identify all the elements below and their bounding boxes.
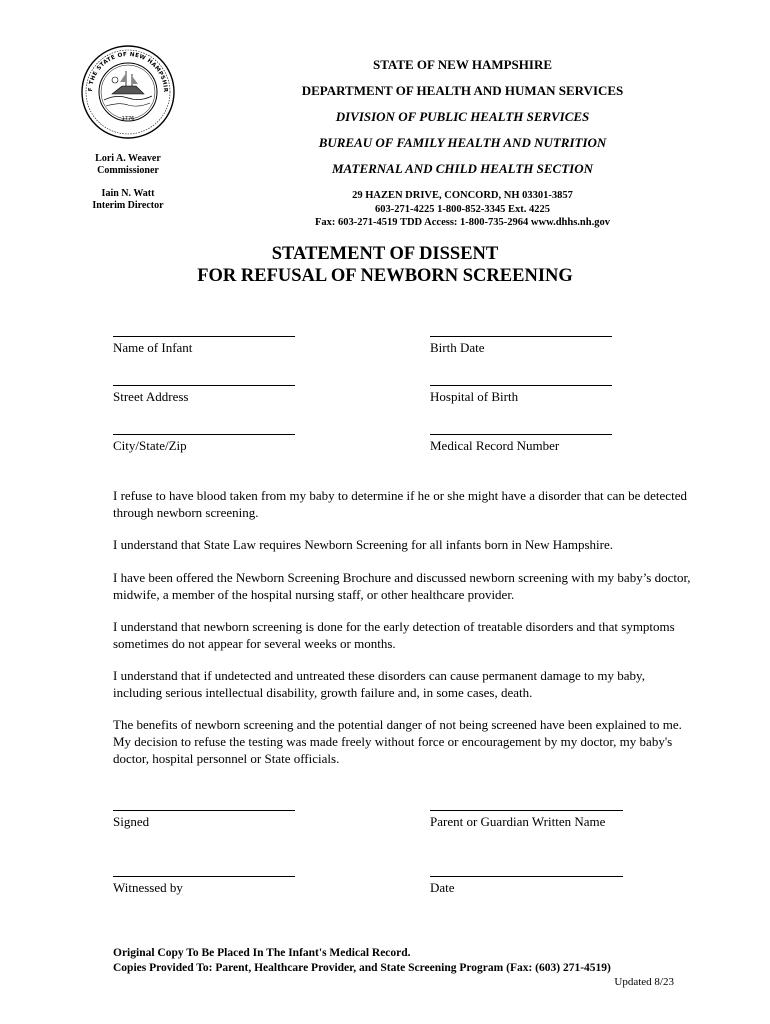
form-title (140, 243, 630, 287)
paragraph-refusal: I refuse to have blood taken from my baby to determine if he or she might have a disorder that can be detected through newborn screening. (113, 488, 687, 520)
birth-date-label: Birth Date (430, 340, 485, 355)
office-phone: 603-271-4225 1-800-852-3345 Ext. 4225 (375, 204, 550, 215)
seal-year: 1776 (121, 116, 135, 122)
medical-record-label: Medical Record Number (430, 438, 560, 453)
seal-graphic (80, 44, 176, 140)
signed-label: Signed (113, 814, 150, 829)
birth-date-line[interactable] (430, 336, 612, 337)
street-address-label: Street Address (113, 389, 189, 404)
state-name: STATE OF NEW HAMPSHIRE (372, 57, 553, 72)
department-name: DEPARTMENT OF HEALTH AND HUMAN SERVICES (301, 83, 624, 98)
office-address: 29 HAZEN DRIVE, CONCORD, NH 03301-3857 (352, 190, 573, 201)
guardian-name-label: Parent or Guardian Written Name (430, 814, 606, 829)
infant-name-line[interactable] (113, 336, 295, 337)
paragraph-brochure: I have been offered the Newborn Screening Brochure and discussed newborn screening with my baby’s doctor, midwife, a member of the hospital nursing staff, or other healthcare provider. (113, 570, 691, 602)
form-title-line1: STATEMENT OF DISSENT (271, 244, 499, 264)
office-fax: Fax: 603-271-4519 TDD Access: 1-800-735-2964 www.dhhs.nh.gov (315, 217, 610, 228)
director-name: Iain N. Watt (101, 188, 155, 199)
signed-line[interactable] (113, 810, 295, 811)
commissioner-name: Lori A. Weaver (95, 153, 161, 164)
director-title: Interim Director (92, 200, 164, 211)
bureau-name: BUREAU OF FAMILY HEALTH AND NUTRITION (318, 135, 607, 150)
date-line[interactable] (430, 876, 623, 877)
witness-label: Witnessed by (113, 880, 183, 895)
commissioner-title: Commissioner (97, 165, 159, 176)
infant-name-label: Name of Infant (113, 340, 193, 355)
paragraph-decision: The benefits of newborn screening and the potential danger of not being screened have been explained to me. My decision to refuse the testing was made freely without force or encouragement by my doctor, my baby's doctor, hospital personnel or State officials. (113, 717, 682, 766)
witness-line[interactable] (113, 876, 295, 877)
seal-text: F THE STATE OF NEW HAMPSHIR (87, 51, 169, 93)
section-name: MATERNAL AND CHILD HEALTH SECTION (331, 161, 593, 176)
city-state-zip-label: City/State/Zip (113, 438, 187, 453)
medical-record-line[interactable] (430, 434, 612, 435)
date-label: Date (430, 880, 455, 895)
city-state-zip-line[interactable] (113, 434, 295, 435)
director-block (70, 188, 186, 212)
guardian-name-line[interactable] (430, 810, 623, 811)
hospital-line[interactable] (430, 385, 612, 386)
street-address-line[interactable] (113, 385, 295, 386)
footer-original-copy: Original Copy To Be Placed In The Infant's Medical Record. (113, 947, 411, 959)
division-name: DIVISION OF PUBLIC HEALTH SERVICES (335, 109, 590, 124)
form-title-line2: FOR REFUSAL OF NEWBORN SCREENING (197, 266, 573, 286)
updated-date: Updated 8/23 (614, 976, 674, 988)
commissioner-block (70, 153, 186, 177)
hospital-label: Hospital of Birth (430, 389, 519, 404)
paragraph-early-detection: I understand that newborn screening is done for the early detection of treatable disorders and that symptoms sometimes do not appear for several weeks or months. (113, 619, 675, 651)
paragraph-state-law: I understand that State Law requires Newborn Screening for all infants born in New Hampshire. (113, 537, 613, 552)
footer-copies: Copies Provided To: Parent, Healthcare Provider, and State Screening Program (Fax: (603) 271-4519) (113, 962, 611, 974)
state-seal (80, 44, 176, 140)
paragraph-damage: I understand that if undetected and untreated these disorders can cause permanent damage to my baby, including serious intellectual disability, growth failure and, in some cases, death. (113, 668, 645, 700)
